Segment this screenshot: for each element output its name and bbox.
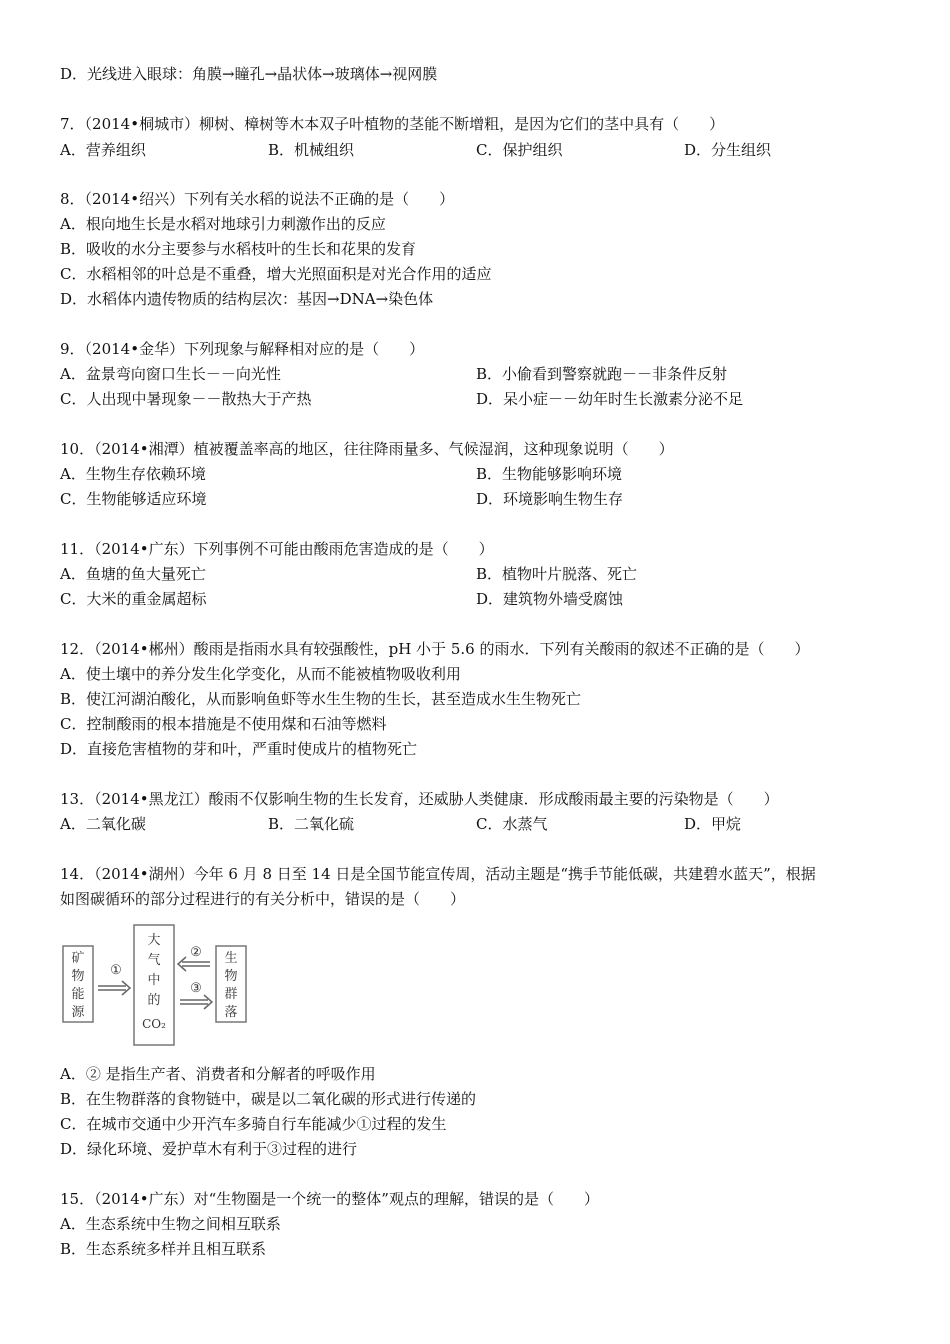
q7-option-a: A．营养组织 <box>60 141 146 159</box>
q12-option-d: D．直接危害植物的芽和叶，严重时使成片的植物死亡 <box>60 740 418 758</box>
q14-stem-line2: 如图碳循环的部分过程进行的有关分析中，错误的是（ ） <box>60 890 466 908</box>
q11-stem: 11．（2014•广东）下列事例不可能由酸雨危害造成的是（ ） <box>60 540 494 558</box>
q7-option-c: C．保护组织 <box>476 141 563 159</box>
q11-option-c: C．大米的重金属超标 <box>60 590 207 608</box>
q9-option-b: B．小偷看到警察就跑－－非条件反射 <box>476 365 728 383</box>
mid-box-char-3: 中 <box>147 973 161 988</box>
q10-option-d: D．环境影响生物生存 <box>476 490 624 508</box>
q9-option-d: D．呆小症－－幼年时生长激素分泌不足 <box>476 390 744 408</box>
q13-option-c: C．水蒸气 <box>476 815 548 833</box>
q12-option-b: B．使江河湖泊酸化，从而影响鱼虾等水生生物的生长，甚至造成水生生物死亡 <box>60 690 582 708</box>
arrow-2-label: ② <box>190 945 202 960</box>
mid-box-char-1: 大 <box>147 933 161 948</box>
q9-option-c: C．人出现中暑现象－－散热大于产热 <box>60 390 312 408</box>
left-box-char-3: 能 <box>71 987 85 1002</box>
arrow-3-label: ③ <box>190 981 202 996</box>
mid-box-co2: CO₂ <box>142 1017 166 1031</box>
right-box-char-1: 生 <box>224 951 238 966</box>
mid-box-char-2: 气 <box>147 953 161 968</box>
q10-option-a: A．生物生存依赖环境 <box>60 465 206 483</box>
q10-option-b: B．生物能够影响环境 <box>476 465 623 483</box>
left-box-char-1: 矿 <box>71 951 85 966</box>
right-box-char-2: 物 <box>224 969 238 984</box>
right-box-char-3: 群 <box>224 987 238 1002</box>
q11-option-a: A．鱼塘的鱼大量死亡 <box>60 565 206 583</box>
q15-stem: 15．（2014•广东）对“生物圈是一个统一的整体”观点的理解，错误的是（ ） <box>60 1190 599 1208</box>
q13-stem: 13．（2014•黑龙江）酸雨不仅影响生物的生长发育，还威胁人类健康．形成酸雨最主要的污染物是（ ） <box>60 790 779 808</box>
left-box-char-2: 物 <box>71 969 85 984</box>
q12-stem: 12．（2014•郴州）酸雨是指雨水具有较强酸性，pH 小于 5.6 的雨水．下列有关酸雨的叙述不正确的是（ ） <box>60 640 810 658</box>
q11-option-b: B．植物叶片脱落、死亡 <box>476 565 638 583</box>
q10-stem: 10．（2014•湘潭）植被覆盖率高的地区，往往降雨量多、气候湿润，这种现象说明（ ） <box>60 440 674 458</box>
q13-option-b: B．二氧化硫 <box>268 815 355 833</box>
q9-option-a: A．盆景弯向窗口生长－－向光性 <box>60 365 281 383</box>
q12-option-a: A．使土壤中的养分发生化学变化，从而不能被植物吸收利用 <box>60 665 461 683</box>
right-box-char-4: 落 <box>224 1005 238 1020</box>
q13-option-d: D．甲烷 <box>684 815 742 833</box>
q15-option-b: B．生态系统多样并且相互联系 <box>60 1240 267 1258</box>
q7-option-d: D．分生组织 <box>684 141 772 159</box>
q11-option-d: D．建筑物外墙受腐蚀 <box>476 590 624 608</box>
q10-option-c: C．生物能够适应环境 <box>60 490 207 508</box>
left-box-char-4: 源 <box>71 1005 85 1020</box>
q8-stem: 8．（2014•绍兴）下列有关水稻的说法不正确的是（ ） <box>60 190 455 208</box>
q14-option-a: A．② 是指生产者、消费者和分解者的呼吸作用 <box>60 1065 376 1083</box>
q8-option-b: B．吸收的水分主要参与水稻枝叶的生长和花果的发育 <box>60 240 417 258</box>
q9-stem: 9．（2014•金华）下列现象与解释相对应的是（ ） <box>60 340 425 358</box>
q14-option-b: B．在生物群落的食物链中，碳是以二氧化碳的形式进行传递的 <box>60 1090 477 1108</box>
q14-option-c: C．在城市交通中少开汽车多骑自行车能减少①过程的发生 <box>60 1115 447 1133</box>
q15-option-a: A．生态系统中生物之间相互联系 <box>60 1215 281 1233</box>
mid-box-char-4: 的 <box>147 993 161 1008</box>
q14-stem-line1: 14．（2014•湖州）今年 6 月 8 日至 14 日是全国节能宣传周，活动主题是“携手节能低碳，共建碧水蓝天”，根据 <box>60 865 816 883</box>
q8-option-d: D．水稻体内遗传物质的结构层次：基因→DNA→染色体 <box>60 290 434 308</box>
arrow-1-label: ① <box>110 963 122 978</box>
arrow-2 <box>178 957 186 971</box>
arrow-1 <box>122 981 130 995</box>
q7-option-b: B．机械组织 <box>268 141 355 159</box>
q6-option-d: D．光线进入眼球：角膜→瞳孔→晶状体→玻璃体→视网膜 <box>60 65 438 83</box>
carbon-cycle-diagram <box>60 922 280 1048</box>
arrow-3 <box>204 995 212 1009</box>
q8-option-c: C．水稻相邻的叶总是不重叠，增大光照面积是对光合作用的适应 <box>60 265 492 283</box>
q8-option-a: A．根向地生长是水稻对地球引力刺激作出的反应 <box>60 215 386 233</box>
q12-option-c: C．控制酸雨的根本措施是不使用煤和石油等燃料 <box>60 715 387 733</box>
q13-option-a: A．二氧化碳 <box>60 815 146 833</box>
q7-stem: 7．（2014•桐城市）柳树、樟树等木本双子叶植物的茎能不断增粗，是因为它们的茎中具有（ ） <box>60 115 725 133</box>
q14-option-d: D．绿化环境、爱护草木有利于③过程的进行 <box>60 1140 358 1158</box>
